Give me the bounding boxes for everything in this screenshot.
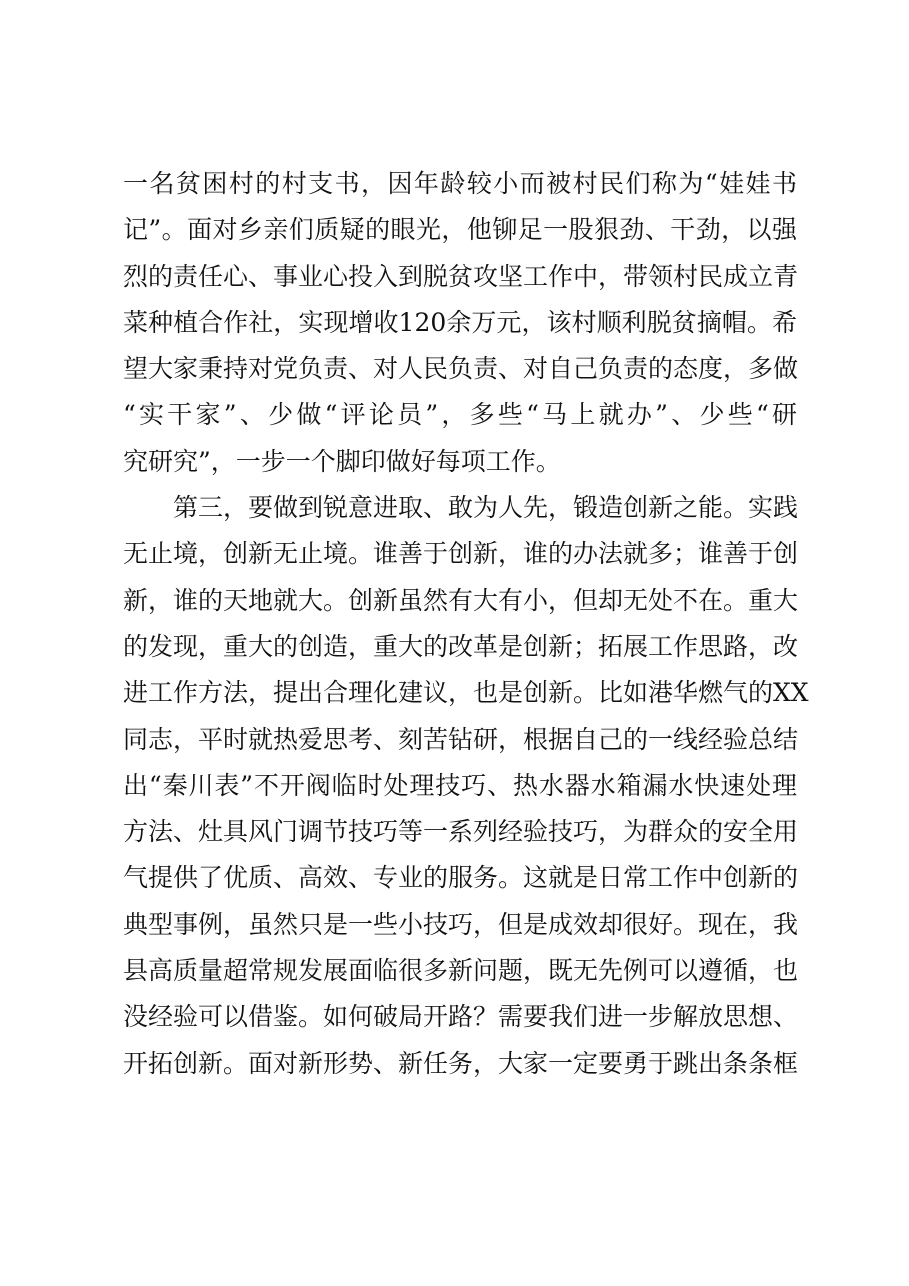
paragraph-line: 烈的责任心、事业心投入到脱贫攻坚工作中，带领村民成立青 xyxy=(123,261,799,291)
paragraph-line: 望大家秉持对党负责、对人民负责、对自己负责的态度，多做 xyxy=(123,354,799,384)
paragraph-line: 没经验可以借鉴。如何破局开路？需要我们进一步解放思想、 xyxy=(123,1002,799,1032)
paragraph-line: 同志，平时就热爱思考、刻苦钻研，根据自己的一线经验总结 xyxy=(123,724,799,754)
paragraph-line: 一名贫困村的村支书，因年龄较小而被村民们称为“娃娃书 xyxy=(123,169,797,198)
paragraph-line: 第三，要做到锐意进取、敢为人先，锻造创新之能。实践 xyxy=(123,493,799,523)
paragraph-line: 县高质量超常规发展面临很多新问题，既无先例可以遵循，也 xyxy=(123,956,799,986)
paragraph-line: 无止境，创新无止境。谁善于创新，谁的办法就多；谁善于创 xyxy=(123,539,799,569)
document-body xyxy=(123,161,809,1087)
paragraph-line: 记”。面对乡亲们质疑的眼光，他铆足一股狠劲、干劲，以强 xyxy=(123,215,797,245)
paragraph-line: 典型事例，虽然只是一些小技巧，但是成效却很好。现在，我 xyxy=(123,909,799,939)
paragraph-line: 究研究”，一步一个脚印做好每项工作。 xyxy=(123,446,561,476)
paragraph-1 xyxy=(123,161,797,485)
paragraph-line: 方法、灶具风门调节技巧等一系列经验技巧，为群众的安全用 xyxy=(123,817,799,847)
paragraph-line: 新，谁的天地就大。创新虽然有大有小，但却无处不在。重大 xyxy=(123,585,799,615)
paragraph-line: 开拓创新。面对新形势、新任务，大家一定要勇于跳出条条框 xyxy=(123,1048,799,1078)
paragraph-line: “实干家”、少做“评论员”，多些“马上就办”、少些“研 xyxy=(123,400,797,430)
paragraph-line: 出“秦川表”不开阀临时处理技巧、热水器水箱漏水快速处理 xyxy=(123,770,797,800)
paragraph-line: 进工作方法，提出合理化建议，也是创新。比如港华燃气的XX xyxy=(123,678,809,708)
paragraph-2 xyxy=(123,485,809,1087)
paragraph-line: 气提供了优质、高效、专业的服务。这就是日常工作中创新的 xyxy=(123,863,799,893)
paragraph-line: 的发现，重大的创造，重大的改革是创新；拓展工作思路，改 xyxy=(123,631,799,661)
paragraph-line: 菜种植合作社，实现增收120余万元，该村顺利脱贫摘帽。希 xyxy=(123,307,797,337)
